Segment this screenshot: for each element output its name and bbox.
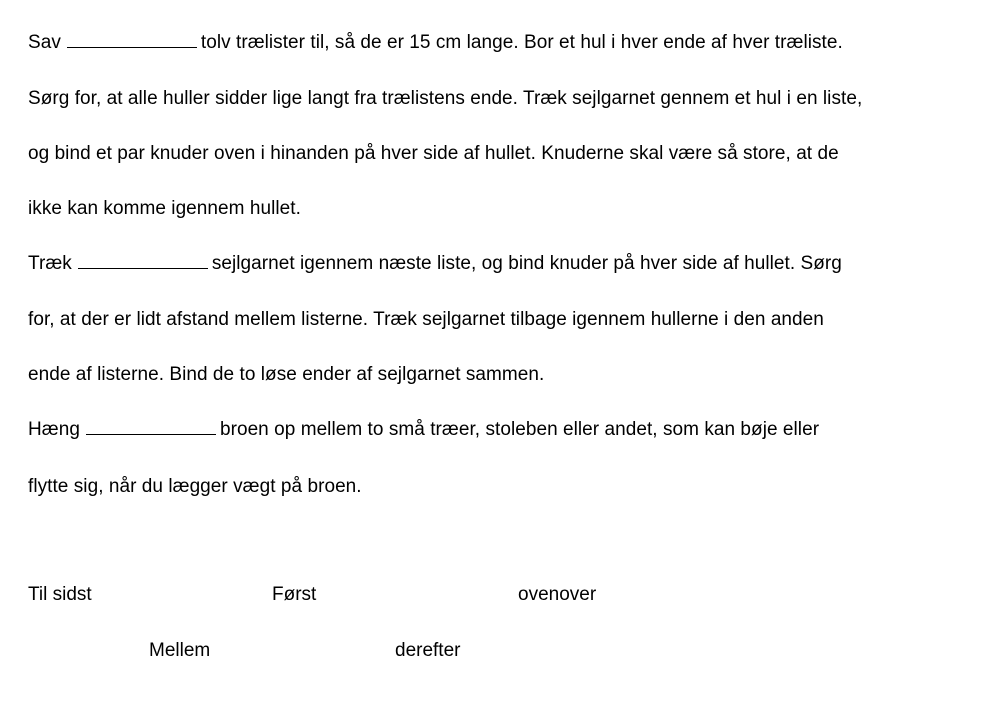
- line-text: Sørg for, at alle huller sidder lige langt fra trælistens ende. Træk sejlgarnet gennem et hul i en liste,: [28, 88, 863, 109]
- line-text: ikke kan komme igennem hullet.: [28, 198, 301, 219]
- line-text: ende af listerne. Bind de to løse ender af sejlgarnet sammen.: [28, 364, 545, 385]
- fill-in-blank-1[interactable]: [67, 32, 197, 48]
- sentence-line-8: [28, 418, 819, 442]
- line-text: og bind et par knuder oven i hinanden på hver side af hullet. Knuderne skal være så store, at de: [28, 143, 839, 164]
- word-bank-til-sidst[interactable]: Til sidst: [28, 584, 92, 605]
- line-text-end: tolv trælister til, så de er 15 cm lange. Bor et hul i hver ende af hver træliste.: [200, 32, 843, 53]
- line-text: for, at der er lidt afstand mellem listerne. Træk sejlgarnet tilbage igennem hullerne i den anden: [28, 309, 824, 330]
- word-bank-mellem[interactable]: Mellem: [149, 640, 211, 661]
- sentence-line-9: [28, 475, 362, 499]
- sentence-line-5: [28, 252, 842, 276]
- sentence-line-7: [28, 363, 544, 387]
- sentence-line-1: [28, 31, 843, 55]
- line-text-start: Sav: [28, 32, 61, 53]
- sentence-line-3: [28, 142, 839, 166]
- sentence-line-2: [28, 87, 862, 111]
- word-bank-ovenover[interactable]: ovenover: [518, 584, 597, 605]
- line-text-start: Hæng: [28, 419, 80, 440]
- word-bank-foerst[interactable]: Først: [272, 584, 317, 605]
- fill-in-blank-3[interactable]: [86, 419, 216, 435]
- line-text-end: sejlgarnet igennem næste liste, og bind knuder på hver side af hullet. Sørg: [211, 253, 842, 274]
- sentence-line-6: [28, 308, 824, 332]
- line-text: flytte sig, når du lægger vægt på broen.: [28, 476, 362, 497]
- line-text-start: Træk: [28, 253, 72, 274]
- fill-in-blank-2[interactable]: [78, 253, 208, 269]
- word-bank-derefter[interactable]: derefter: [395, 640, 461, 661]
- line-text-end: broen op mellem to små træer, stoleben eller andet, som kan bøje eller: [219, 419, 820, 440]
- sentence-line-4: [28, 197, 301, 221]
